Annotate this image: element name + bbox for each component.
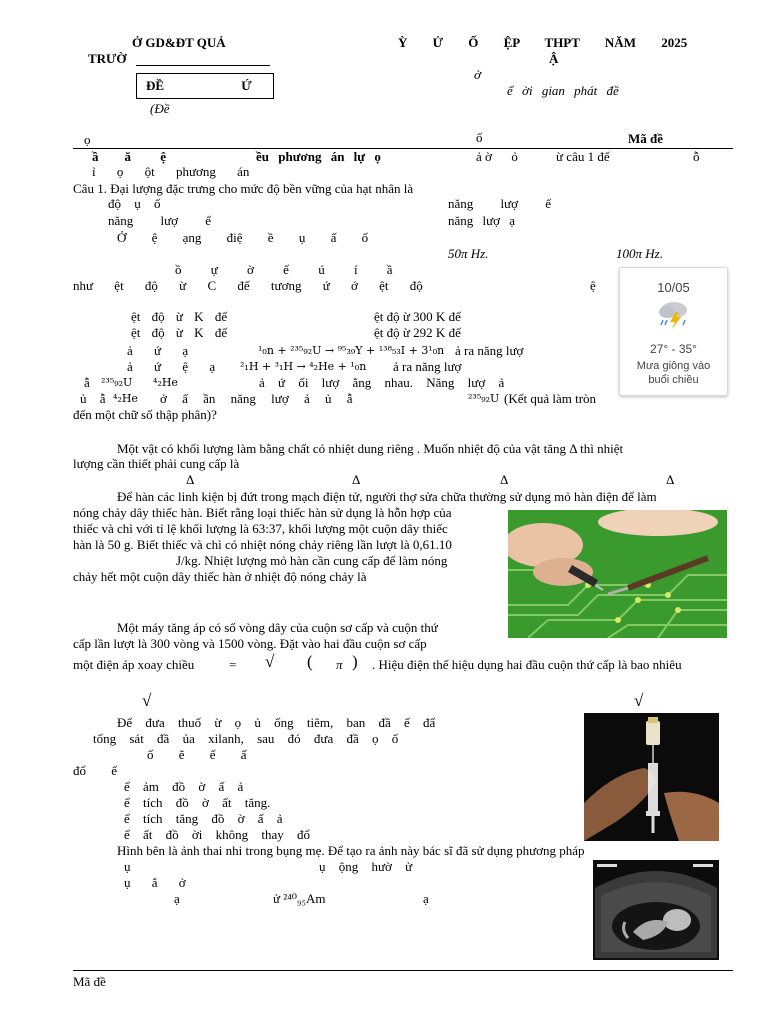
q8-option-a: ể ảm đồ ờ ấ ả (124, 779, 244, 794)
exam-subtitle-2: Ậ (549, 51, 559, 66)
q4-line-3-he4: ⁴₂He (153, 376, 178, 389)
q7-option-d-sqrt: √ (634, 691, 644, 710)
section-frag-3: ỗ (693, 149, 700, 164)
exam-subtitle-1: ở (474, 67, 481, 82)
q1-option-d: năng lượ ạ (448, 213, 516, 228)
q3-option-c: ệt độ ừ K đế (131, 325, 228, 340)
q4-line-1-text: ả ứ ạ (127, 343, 189, 358)
q9-option-d-end: ạ (423, 891, 429, 906)
footer-code-label: Mã đề (73, 974, 106, 989)
q5-option-a: Δ (186, 472, 195, 487)
exam-label: ĐỀ Ứ (146, 78, 252, 93)
section-frag-1: ầ ă ệ (92, 149, 167, 164)
q4-line-1-end: ả ra năng lượ (455, 343, 524, 358)
q1-option-a: độ ụ ố (108, 196, 161, 211)
q9-option-d-mid: ạ (174, 891, 180, 906)
q4-line-2-text: ả ứ ệ ạ (127, 359, 216, 374)
q4-line-3-u235: ²³⁵₉₂U (101, 376, 133, 389)
weather-date: 10/05 (657, 280, 690, 295)
section-range: ừ câu 1 đế (556, 149, 610, 164)
q1-option-b: năng lượ ế (448, 196, 552, 211)
question-3-line-2: như ệt độ ừ C đế tương ứ ớ ệt độ (73, 278, 423, 293)
section-frag-2: ả ờ ỏ (476, 149, 518, 164)
question-8-line-3: ố ẽ ể ấ (147, 747, 247, 762)
question-7-line-2: cấp lần lượt là 300 vòng và 1500 vòng. Đặt vào hai đầu cuộn sơ cấp (73, 636, 427, 651)
question-8-line-1: Để đưa thuố ừ ọ ủ ống tiêm, ban đầ ế đẩ (117, 715, 436, 730)
weather-card (619, 267, 728, 396)
q5-option-d: Δ (666, 472, 675, 487)
question-3-line-1: ồ ự ờ ế ú í ầ (175, 262, 393, 277)
question-6-line-5: J/kg. Nhiệt lượng mỏ hàn cần cung cấp để làm nóng (176, 553, 448, 568)
section-heading: ều phương án lự ọ (256, 149, 381, 164)
q8-option-c: ể tích tăng đồ ờ ấ ả (124, 811, 283, 826)
question-6-line-6: chảy hết một cuộn dây thiếc hàn ở nhiệt độ nóng chảy là (73, 569, 367, 584)
question-1 (73, 181, 413, 196)
header-frag-o2: ố (476, 130, 483, 145)
q5-option-b: Δ (352, 472, 361, 487)
q8-option-d: ể ất đồ ời không thay đổ (124, 827, 311, 842)
question-6-line-3: thiếc và chì với tỉ lệ khối lượng là 63:37, khối lượng một cuộn dây thiếc (73, 521, 448, 536)
question-7-line-1: Một máy tăng áp có số vòng dây của cuộn sơ cấp và cuộn thứ (117, 620, 438, 635)
exam-note: (Đề (150, 101, 170, 116)
header-rule (73, 148, 733, 149)
q7-equals: = (229, 657, 237, 672)
q4-line-4-text: ở ấ ần năng lượ ả ủ ẫ (160, 391, 353, 406)
q3-option-a: ệt độ ừ K đế (131, 309, 228, 324)
q2-option-c: 50π Hz. (448, 246, 489, 261)
question-6-line-4: hàn là 50 g. Biết thiếc và chì có nhiệt nóng chảy riêng lần lượt là 0,61.10 (73, 537, 452, 552)
question-7-line-3: một điện áp xoay chiều (73, 657, 195, 672)
school-name: TRƯỜ (88, 51, 127, 66)
q7-sqrt: √ (265, 652, 275, 671)
q7-pi: π (336, 657, 343, 672)
q4-line-4-end: (Kết quả làm tròn (504, 391, 597, 406)
exam-title: Ỳ Ử Ố ỆP THPT NĂM 2025 (398, 35, 688, 50)
q5-option-c: Δ (500, 472, 509, 487)
q4-line-4-u235: ²³⁵₉₂U (468, 392, 500, 405)
question-1-text: Câu 1. Đại lượng đặc trưng cho mức độ bền vững của hạt nhân là (73, 181, 414, 196)
q9-option-d-isotope: ử ²⁴⁰₉₅Am (273, 891, 326, 906)
q4-line-3-text: ả ứ ối lượ ằng nhau. Năng lượ ả (259, 375, 505, 390)
question-6-line-1: Để hàn các linh kiện bị đứt trong mạch điện tử, người thợ sửa chữa thường sử dụng mỏ hàn điện để làm (117, 489, 657, 504)
q9-option-a: ụ (124, 859, 131, 874)
thunderstorm-icon (654, 298, 694, 330)
q4-reaction-1: ¹₀n + ²³⁵₉₂U → ⁹⁵₃₉Y + ¹³⁸₅₃I + 3¹₀n (258, 344, 445, 357)
header-frag-o: ọ (84, 132, 91, 147)
question-9-line-1: Hình bên là ảnh thai nhi trong bụng mẹ. Để tạo ra ảnh này bác sĩ đã sử dụng phương pháp (117, 843, 585, 858)
question-2: Ở ệ ạng điệ ề ụ ấ ố (117, 230, 369, 245)
q7-paren-open: ( (307, 652, 313, 671)
q3-option-d: ệt độ ừ 292 K đế (374, 325, 461, 340)
time-note: ể ời gian phát đề (507, 83, 619, 98)
q4-line-2-end: ả ra năng lượ (393, 359, 462, 374)
school-underline (136, 65, 270, 66)
section-line-2: ỉ ọ ột phương án (92, 164, 250, 179)
weather-desc-1: Mưa giông vào (636, 360, 711, 372)
q7-paren-close: ) (352, 652, 358, 671)
question-6-line-2: nóng chảy dây thiếc hàn. Biết rằng loại thiếc hàn sử dụng là hỗn hợp của (73, 505, 452, 520)
q4-line-4-a: ủ ẫ (80, 391, 106, 406)
q8-option-b: ể tích đồ ờ ất tăng. (124, 795, 271, 810)
weather-desc-2: buổi chiều (648, 374, 699, 386)
soldering-circuit-photo (508, 510, 727, 638)
syringe-photo (584, 713, 719, 841)
footer-rule (73, 970, 733, 971)
q4-line-5: đến một chữ số thập phân)? (73, 407, 217, 422)
question-8-line-2: tổng sát đầ ủa xilanh, sau đó đưa đầ ọ ố (93, 731, 399, 746)
question-7-line-3-end: . Hiệu điện thế hiệu dụng hai đầu cuộn thứ cấp là bao nhiêu (372, 657, 682, 672)
exam-code-label: Mã đề (628, 131, 664, 146)
q9-option-b: ụ ộng hườ ử (319, 859, 413, 874)
weather-temp: 27° - 35° (650, 342, 697, 356)
dept-name: Ở GD&ĐT QUẢ (132, 35, 226, 50)
question-5-line-1: Một vật có khối lượng làm bằng chất có nhiệt dung riêng . Muốn nhiệt độ của vật tăng Δ thì nhiệt (117, 441, 624, 456)
question-8-line-4: đổ ế (73, 763, 118, 778)
q9-option-c: ụ ắ ở (124, 875, 186, 890)
q1-option-c: năng lượ ế (108, 213, 212, 228)
q4-reaction-2: ²₁H + ³₁H → ⁴₂He + ¹₀n (240, 360, 367, 373)
q2-option-d: 100π Hz. (616, 246, 663, 261)
q7-option-a-sqrt: √ (142, 691, 152, 710)
ultrasound-photo (593, 860, 719, 960)
question-5-line-2: lượng cần thiết phải cung cấp là (73, 456, 240, 471)
q4-line-4-he4: ⁴₂He (113, 392, 138, 405)
q3-option-b: ệt độ ừ 300 K đế (374, 309, 461, 324)
q4-line-3-a: ẫ (84, 375, 90, 390)
q3-frag: ệ (590, 278, 596, 293)
